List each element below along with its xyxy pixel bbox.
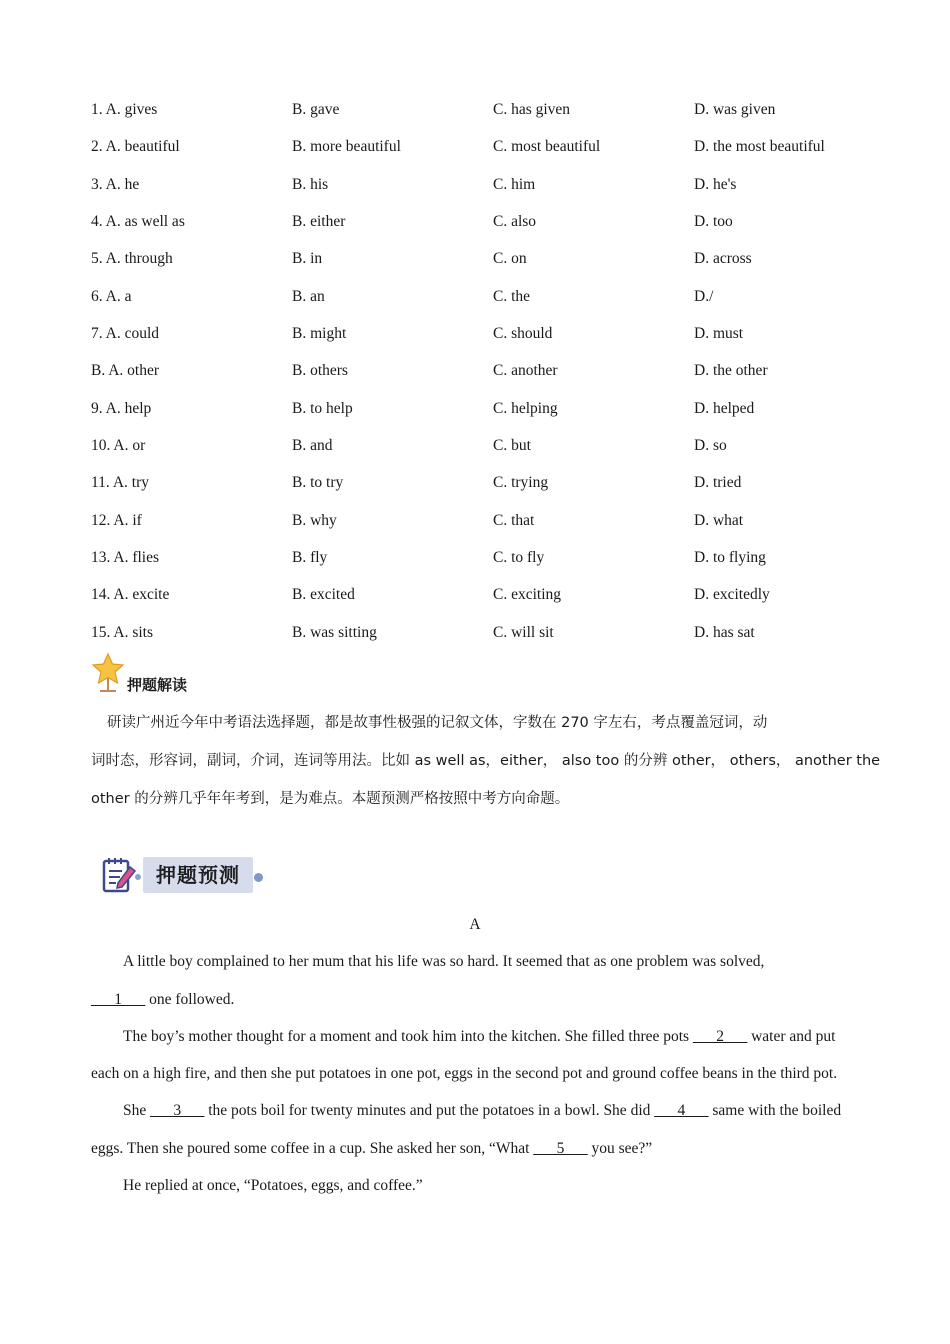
passage-paragraph: [91, 1018, 861, 1093]
option-choice: B. gave: [292, 101, 340, 118]
blank-5: ___5___: [533, 1139, 588, 1157]
passage-text: The boy’s mother thought for a moment and took him into the kitchen. She filled three pots: [123, 1027, 693, 1045]
option-choice: 1. A. gives: [91, 101, 158, 118]
option-choice: D. across: [694, 250, 752, 268]
prediction-heading-badge: [143, 857, 253, 893]
option-choice: D. so: [694, 437, 727, 455]
option-choice: C. on: [493, 250, 527, 268]
interpretation-line: other 的分辨几乎年年考到，是为难点。本题预测严格按照中考方向命题。: [91, 791, 570, 807]
option-choice: C. to fly: [493, 549, 545, 567]
passage-text: water and put each on a high fire, and then she put potatoes in one pot, eggs in the second pot and ground coffee beans in the third pot.: [91, 1027, 838, 1083]
interpretation-line: 研读广州近今年中考语法选择题，都是故事性极强的记叙文体，字数在 270 字左右，考点覆盖冠词，动: [107, 715, 768, 731]
interpretation-line: 词时态，形容词，副词，介词，连词等用法。比如 as well as，either， also too 的分辨 other， others， another the: [91, 753, 881, 769]
passage: [91, 906, 861, 1204]
option-row: [91, 285, 911, 322]
option-choice: 14. A. excite: [91, 586, 170, 604]
option-choice: C. should: [493, 325, 553, 343]
option-choice: D. helped: [694, 399, 755, 417]
option-choice: B. A. other: [91, 362, 160, 380]
option-choice: C. but: [493, 437, 531, 455]
option-choice: B. and: [292, 437, 333, 455]
option-row: [91, 135, 911, 172]
option-choice: D. has sat: [694, 623, 755, 641]
option-choice: 6. A. a: [91, 287, 132, 305]
passage-title: A: [469, 916, 481, 933]
option-choice: D. to flying: [694, 549, 766, 567]
option-choice: 10. A. or: [91, 437, 146, 455]
passage-text: you see?”: [587, 1139, 653, 1157]
option-choice: B. more beautiful: [292, 138, 401, 156]
option-choice: B. fly: [292, 549, 328, 567]
option-row: [91, 210, 911, 247]
option-choice: C. the: [493, 287, 531, 305]
passage-text: one followed.: [145, 990, 235, 1008]
option-choice: B. either: [292, 213, 346, 231]
option-row: [91, 98, 911, 135]
option-choice: 5. A. through: [91, 250, 173, 268]
option-choice: C. also: [493, 213, 537, 231]
option-choice: B. to help: [292, 399, 353, 417]
option-choice: 2. A. beautiful: [91, 138, 180, 156]
option-choice: 13. A. flies: [91, 549, 160, 567]
option-row: [91, 322, 911, 359]
option-choice: 11. A. try: [91, 474, 149, 492]
option-choice: B. his: [292, 175, 329, 193]
passage-text: the pots boil for twenty minutes and put the potatoes in a bowl. She did: [204, 1102, 655, 1120]
interpretation-text: [91, 704, 903, 818]
option-row: [91, 434, 911, 471]
passage-text: same with the boiled eggs. Then she poured some coffee in a cup. She asked her son, “What: [91, 1102, 842, 1157]
option-choice: 12. A. if: [91, 511, 142, 529]
option-choice: D. what: [694, 511, 744, 529]
option-choice: B. in: [292, 250, 323, 268]
option-choice: D. the other: [694, 362, 768, 380]
option-choice: C. exciting: [493, 586, 562, 604]
option-choice: 4. A. as well as: [91, 213, 185, 231]
star-icon: [90, 652, 126, 694]
option-choice: D. was given: [694, 101, 776, 118]
notepad-pen-icon: [100, 855, 142, 895]
option-choice: B. an: [292, 287, 325, 305]
option-choice: B. might: [292, 325, 347, 343]
option-choice: 9. A. help: [91, 399, 152, 417]
options-table: [91, 98, 911, 658]
option-row: [91, 173, 911, 210]
option-choice: D. too: [694, 213, 733, 231]
option-choice: C. that: [493, 511, 535, 529]
option-choice: C. another: [493, 362, 558, 380]
option-choice: D. the most beautiful: [694, 138, 825, 156]
option-choice: C. helping: [493, 399, 558, 417]
passage-paragraph: [91, 943, 861, 1018]
option-choice: B. why: [292, 511, 337, 529]
passage-paragraph: [91, 1092, 861, 1167]
option-row: [91, 397, 911, 434]
passage-paragraph: He replied at once, “Potatoes, eggs, and coffee.”: [123, 1177, 423, 1195]
blank-1: ___1___: [91, 990, 146, 1008]
dot-icon: [254, 873, 263, 882]
option-choice: C. will sit: [493, 623, 554, 641]
option-choice: D. must: [694, 325, 744, 343]
option-row: [91, 359, 911, 396]
option-row: [91, 247, 911, 284]
option-row: [91, 621, 911, 658]
option-choice: 15. A. sits: [91, 623, 154, 641]
prediction-heading: 押题预测: [156, 863, 240, 887]
passage-text: A little boy complained to her mum that his life was so hard. It seemed that as one problem was solved,: [123, 953, 765, 971]
option-choice: B. to try: [292, 474, 344, 492]
option-choice: B. others: [292, 362, 348, 380]
option-choice: D./: [694, 287, 714, 305]
option-row: [91, 583, 911, 620]
option-choice: D. tried: [694, 474, 742, 492]
option-row: [91, 546, 911, 583]
option-choice: C. trying: [493, 474, 549, 492]
option-choice: 7. A. could: [91, 325, 160, 343]
passage-text: She: [123, 1102, 151, 1120]
option-choice: B. excited: [292, 586, 355, 604]
interpretation-heading: 押题解读: [127, 676, 188, 694]
blank-3: ___3___: [150, 1102, 205, 1120]
option-choice: C. him: [493, 175, 536, 193]
option-row: [91, 509, 911, 546]
option-choice: 3. A. he: [91, 175, 140, 193]
option-choice: D. he's: [694, 175, 737, 193]
option-choice: B. was sitting: [292, 623, 377, 641]
option-choice: C. has given: [493, 101, 571, 118]
blank-2: ___2___: [692, 1027, 748, 1045]
option-choice: D. excitedly: [694, 586, 770, 604]
option-choice: C. most beautiful: [493, 138, 601, 156]
blank-4: ___4___: [654, 1102, 709, 1120]
option-row: [91, 471, 911, 508]
